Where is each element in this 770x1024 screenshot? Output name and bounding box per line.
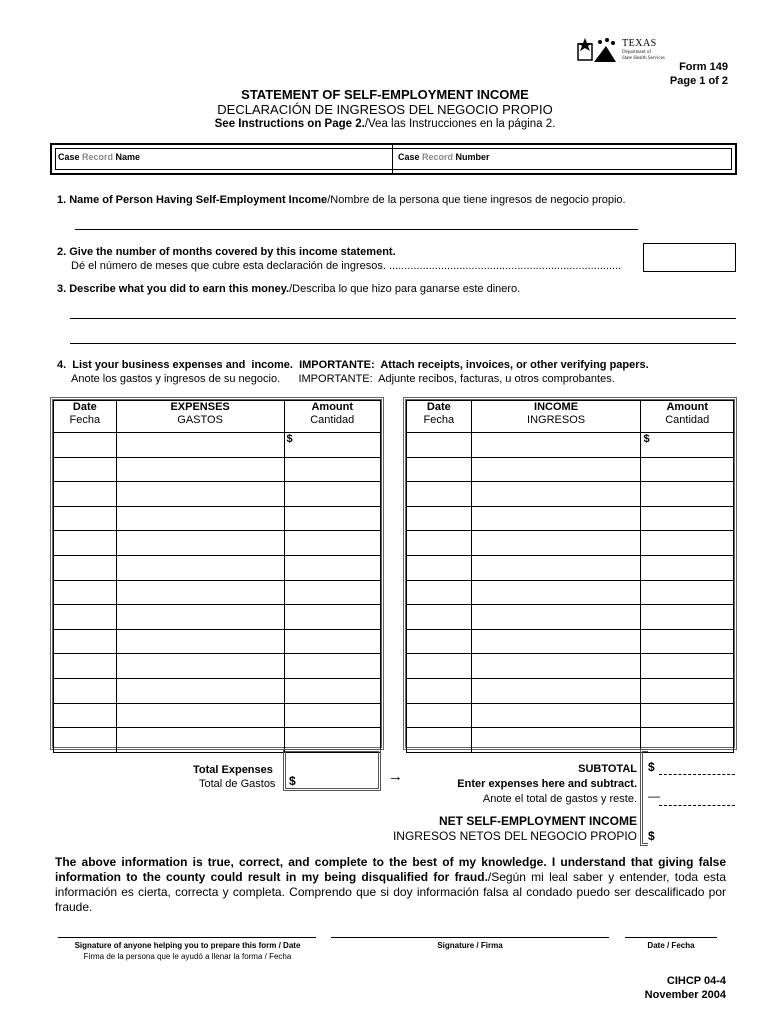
income-desc-cell[interactable]	[471, 457, 641, 482]
inc-date-es: Fecha	[423, 414, 455, 426]
helper-signature-line[interactable]	[58, 937, 316, 938]
signature-line[interactable]	[331, 937, 609, 938]
logo-sub2: State Health Services	[622, 56, 665, 61]
logo-sub	[622, 50, 665, 62]
question-3	[57, 283, 520, 295]
income-row	[407, 654, 734, 679]
case-record-name-label[interactable]	[58, 152, 140, 162]
expense-row	[54, 482, 381, 507]
exp-amt-es: Cantidad	[310, 414, 355, 426]
income-amount-cell[interactable]	[641, 531, 734, 556]
income-amount-cell[interactable]	[641, 678, 734, 703]
inc-h-es: INGRESOS	[527, 414, 586, 426]
income-date-cell[interactable]	[407, 433, 472, 458]
expense-row	[54, 629, 381, 654]
cert-bold: The above information is true, correct, and complete to the best of my knowledge. I understand that giving false information to the county could result in my being disqualified for fraud.	[55, 855, 726, 884]
expense-desc-cell[interactable]	[116, 728, 284, 753]
expense-amount-cell[interactable]	[284, 580, 380, 605]
income-date-cell[interactable]	[407, 605, 472, 630]
question-4: 4. List your business expenses and income. IMPORTANTE: Attach receipts, invoices, or other verifying papers.	[57, 359, 649, 371]
income-desc-cell[interactable]	[471, 654, 641, 679]
income-amount-cell[interactable]	[641, 703, 734, 728]
expense-amount-cell[interactable]	[284, 678, 380, 703]
expense-date-cell[interactable]	[54, 580, 117, 605]
expenses-subtract-field[interactable]	[659, 805, 735, 806]
inc-amt-es: Cantidad	[665, 414, 710, 426]
expense-amount-cell[interactable]	[284, 506, 380, 531]
minus-sign: —	[648, 789, 660, 803]
expense-row	[54, 457, 381, 482]
income-date-cell[interactable]	[407, 629, 472, 654]
exp-h-en: EXPENSES	[170, 401, 230, 413]
months-field[interactable]	[643, 243, 736, 272]
title-en: STATEMENT OF SELF-EMPLOYMENT INCOME	[241, 87, 529, 102]
q3-rest: /Describa lo que hizo para ganarse este dinero.	[289, 283, 521, 295]
income-row	[407, 703, 734, 728]
describe-line-2[interactable]	[70, 343, 736, 344]
income-date-header	[407, 401, 472, 433]
expenses-table	[53, 400, 381, 753]
enter-expenses-label: Enter expenses here and subtract.	[457, 778, 637, 790]
case-name-c: Name	[113, 152, 141, 162]
expense-date-cell[interactable]	[54, 605, 117, 630]
describe-line-1[interactable]	[70, 318, 736, 319]
expense-date-cell[interactable]	[54, 703, 117, 728]
q1-bold: 1. Name of Person Having Self-Employment Income	[57, 194, 328, 206]
expense-desc-cell[interactable]	[116, 482, 284, 507]
income-row	[407, 605, 734, 630]
income-header	[471, 401, 641, 433]
footer-date: November 2004	[644, 989, 726, 1001]
income-row	[407, 728, 734, 753]
expense-amount-cell[interactable]	[284, 629, 380, 654]
expense-date-cell[interactable]	[54, 728, 117, 753]
expense-date-cell[interactable]	[54, 555, 117, 580]
case-record-number-label[interactable]	[398, 152, 490, 162]
expense-desc-cell[interactable]	[116, 457, 284, 482]
net-box-edge	[640, 749, 648, 846]
expense-amount-dollar: $	[286, 433, 293, 445]
exp-h-es: GASTOS	[177, 414, 223, 426]
income-date-cell[interactable]	[407, 482, 472, 507]
expense-date-cell[interactable]	[54, 457, 117, 482]
helper-signature-label: Signature of anyone helping you to prepare this form / Date	[74, 941, 301, 950]
expense-desc-cell[interactable]	[116, 555, 284, 580]
expense-row	[54, 654, 381, 679]
case-name-a: Case	[58, 152, 83, 162]
income-desc-cell[interactable]	[471, 703, 641, 728]
income-amount-header	[641, 401, 734, 433]
certification-text	[55, 855, 726, 915]
income-row	[407, 555, 734, 580]
total-expenses-field[interactable]	[283, 749, 381, 791]
income-row	[407, 531, 734, 556]
expense-row	[54, 506, 381, 531]
income-date-cell[interactable]	[407, 506, 472, 531]
expense-row	[54, 555, 381, 580]
income-amount-cell[interactable]	[641, 654, 734, 679]
net-income-label: NET SELF-EMPLOYMENT INCOME	[439, 814, 637, 828]
expense-desc-cell[interactable]	[116, 629, 284, 654]
form-number-text: Form 149	[679, 61, 728, 73]
total-expenses-label-es: Total de Gastos	[199, 778, 276, 790]
page-number: Page 1 of 2	[669, 75, 728, 87]
expenses-date-header	[54, 401, 117, 433]
expense-row	[54, 703, 381, 728]
expense-amount-cell[interactable]	[284, 703, 380, 728]
case-num-c: Number	[453, 152, 490, 162]
expense-row	[54, 580, 381, 605]
expense-date-cell[interactable]	[54, 531, 117, 556]
q3-bold: 3. Describe what you did to earn this money.	[57, 283, 290, 295]
income-date-cell[interactable]	[407, 703, 472, 728]
subtotal-label: SUBTOTAL	[578, 763, 637, 775]
income-desc-cell[interactable]	[471, 728, 641, 753]
income-row	[407, 629, 734, 654]
income-amount-cell[interactable]	[641, 457, 734, 482]
exp-date-en: Date	[72, 401, 97, 413]
income-date-cell[interactable]	[407, 654, 472, 679]
expense-amount-cell[interactable]	[284, 654, 380, 679]
expenses-amount-header	[284, 401, 380, 433]
income-row	[407, 678, 734, 703]
income-desc-cell[interactable]	[471, 605, 641, 630]
total-dollar: $	[289, 774, 296, 788]
subtotal-field[interactable]	[659, 774, 735, 775]
income-row	[407, 482, 734, 507]
q1-rest: /Nombre de la persona que tiene ingresos de negocio propio.	[327, 194, 626, 206]
inc-date-en: Date	[426, 401, 451, 413]
expense-row	[54, 605, 381, 630]
arrow-right-icon: →	[388, 768, 403, 785]
income-amount-cell[interactable]	[641, 482, 734, 507]
income-amount-cell[interactable]	[641, 728, 734, 753]
case-record-box	[50, 143, 737, 175]
income-row	[407, 506, 734, 531]
subtotal-dollar: $	[648, 760, 655, 774]
income-date-cell[interactable]	[407, 457, 472, 482]
expense-date-cell[interactable]	[54, 678, 117, 703]
exp-date-es: Fecha	[69, 414, 101, 426]
expense-desc-cell[interactable]	[116, 531, 284, 556]
income-desc-cell[interactable]	[471, 580, 641, 605]
income-row	[407, 580, 734, 605]
case-name-b: Record	[82, 152, 114, 162]
expense-amount-cell[interactable]	[284, 482, 380, 507]
income-amount-cell[interactable]	[641, 629, 734, 654]
signature-label: Signature / Firma	[437, 941, 503, 950]
expense-date-cell[interactable]	[54, 654, 117, 679]
helper-signature-label-es: Firma de la persona que le ayudó a llenar la forma / Fecha	[83, 952, 292, 961]
income-amount-dollar: $	[643, 433, 650, 445]
expense-desc-cell[interactable]	[116, 678, 284, 703]
income-date-cell[interactable]	[407, 728, 472, 753]
income-desc-cell[interactable]	[471, 555, 641, 580]
income-amount-cell[interactable]	[641, 555, 734, 580]
expense-row	[54, 531, 381, 556]
cert-rest: /Según mi leal saber y entender, toda esta información es cierta, correcta y completa. Comprendo que si doy información falsa al condado puedo ser descalificado por fraude.	[55, 870, 727, 914]
total-expenses-label: Total Expenses	[193, 764, 273, 776]
income-amount-cell[interactable]	[641, 580, 734, 605]
income-amount-cell[interactable]	[641, 433, 734, 458]
anote-total-label: Anote el total de gastos y reste.	[482, 793, 637, 805]
expense-amount-cell[interactable]	[284, 555, 380, 580]
expense-amount-cell[interactable]	[284, 433, 380, 458]
expense-amount-cell[interactable]	[284, 605, 380, 630]
expense-amount-cell[interactable]	[284, 457, 380, 482]
inc-amt-en: Amount	[666, 401, 708, 413]
instructions-rest: /Vea las Instrucciones en la página 2.	[364, 118, 556, 130]
texas-star-logo-icon	[576, 36, 620, 68]
net-income-label-es: INGRESOS NETOS DEL NEGOCIO PROPIO	[392, 829, 637, 843]
instructions	[0, 118, 770, 130]
date-line[interactable]	[625, 937, 717, 938]
expense-desc-cell[interactable]	[116, 605, 284, 630]
question-2-es: Dé el número de meses que cubre esta declaración de ingresos. ............................................................................	[71, 260, 622, 272]
income-table	[406, 400, 734, 753]
expense-amount-cell[interactable]	[284, 531, 380, 556]
question-2: 2. Give the number of months covered by this income statement.	[57, 246, 396, 258]
income-amount-cell[interactable]	[641, 506, 734, 531]
instructions-bold: See Instructions on Page 2.	[214, 118, 365, 130]
expense-desc-cell[interactable]	[116, 433, 284, 458]
expense-date-cell[interactable]	[54, 629, 117, 654]
question-4-es: Anote los gastos y ingresos de su negocio. IMPORTANTE: Adjunte recibos, facturas, u otros comprobantes.	[71, 373, 615, 385]
expense-row	[54, 678, 381, 703]
income-desc-cell[interactable]	[471, 506, 641, 531]
income-desc-cell[interactable]	[471, 678, 641, 703]
logo-sub1: Department of	[622, 50, 652, 55]
income-date-cell[interactable]	[407, 580, 472, 605]
expense-row	[54, 433, 381, 458]
income-date-cell[interactable]	[407, 678, 472, 703]
income-row	[407, 457, 734, 482]
income-desc-cell[interactable]	[471, 482, 641, 507]
inc-h-en: INCOME	[534, 401, 579, 413]
footer-code: CIHCP 04-4	[666, 975, 726, 987]
footer-form-code	[645, 974, 726, 1002]
expense-date-cell[interactable]	[54, 433, 117, 458]
title-es: DECLARACIÓN DE INGRESOS DEL NEGOCIO PROPIO	[217, 102, 553, 117]
income-row	[407, 433, 734, 458]
income-date-cell[interactable]	[407, 555, 472, 580]
income-desc-cell[interactable]	[471, 629, 641, 654]
income-amount-cell[interactable]	[641, 605, 734, 630]
income-date-cell[interactable]	[407, 531, 472, 556]
expense-date-cell[interactable]	[54, 482, 117, 507]
expense-date-cell[interactable]	[54, 506, 117, 531]
question-1	[57, 194, 626, 206]
logo-word: TEXAS	[622, 38, 657, 49]
expense-desc-cell[interactable]	[116, 703, 284, 728]
expense-desc-cell[interactable]	[116, 580, 284, 605]
form-number	[670, 60, 728, 88]
net-income-dollar: $	[648, 829, 655, 843]
expenses-header	[116, 401, 284, 433]
date-label: Date / Fecha	[647, 941, 695, 950]
expense-desc-cell[interactable]	[116, 506, 284, 531]
income-desc-cell[interactable]	[471, 433, 641, 458]
exp-amt-en: Amount	[311, 401, 354, 413]
income-desc-cell[interactable]	[471, 531, 641, 556]
expense-desc-cell[interactable]	[116, 654, 284, 679]
case-num-b: Record	[422, 152, 454, 162]
case-num-a: Case	[398, 152, 423, 162]
name-field-line[interactable]	[75, 229, 638, 230]
